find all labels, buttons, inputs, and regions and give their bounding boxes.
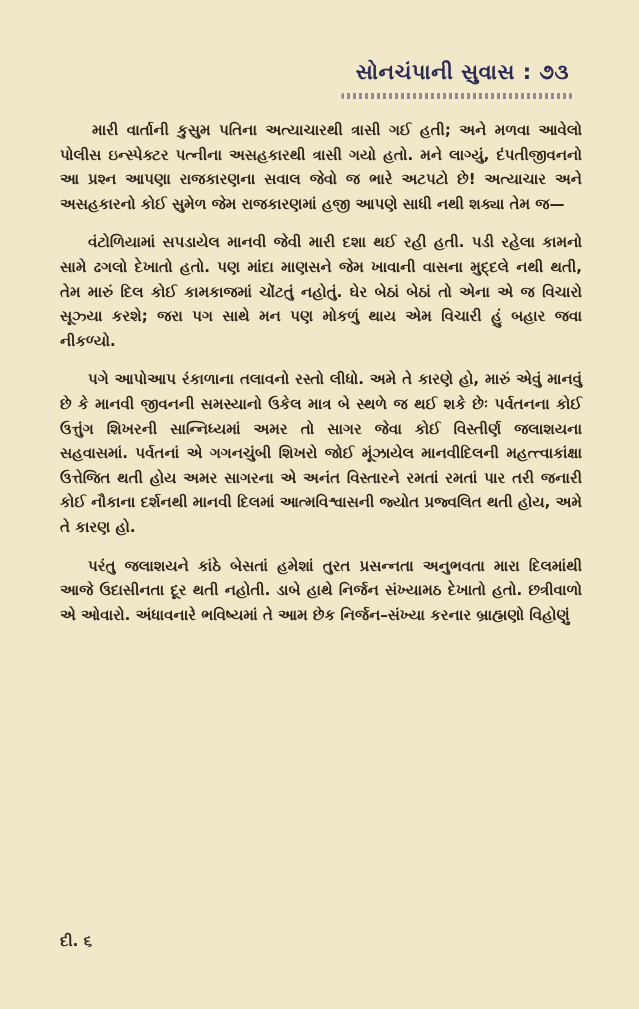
paragraph-3: પગે આપોઆપ રંકાળાના તલાવનો રસ્તો લીધો. અમે તે કારણે હો, મારું એવું માનવું છે કે માનવી જીવનની સમસ્યાનો ઉકેલ માત્ર બે સ્થળે જ થઈ શકે છેઃ પર્વતનના કોઈ ઉત્તુંગ શિખરની સાન્નિધ્યમાં અમર તો સાગર જેવા કોઈ વિસ્તીર્ણ જલાશયના સહવાસમાં. પર્વતનાં એ ગગનચુંબી શિખરો જોઈ મૂંઝાયેલ માનવીદિલની મહત્ત્વાકાંક્ષા ઉત્તેજિત થતી હોય અમર સાગરના એ અનંત વિસ્તારને રમતાં રમતાં પાર તરી જનારી કોઈ નૌકાના દર્શનથી માનવી દિલમાં આત્મવિશ્વાસની જ્યોત પ્રજ્વલિત થતી હોય, અમે તે કારણ હો. [60, 370, 582, 536]
signature-mark: દી. ૬ [60, 932, 92, 950]
paragraph-4: પરંતુ જલાશયને કાંઠે બેસતાં હમેશાં તુરત પ્રસન્નતા અનુભવતા મારા દિલમાંથી આજે ઉદાસીનતા દૂર થતી નહોતી. ડાબે હાથે નિર્જન સંખ્યામઠ દેખાતો હતો. છત્રીવાળો એ ઓવારો. અંધાવનારે ભવિષ્યમાં તે આમ છેક નિર્જન–સંખ્યા કરનાર બ્રાહ્મણો વિહોણું [60, 556, 582, 624]
paragraph-2: વંટોળિયામાં સપડાયેલ માનવી જેવી મારી દશા થઈ રહી હતી. પડી રહેલા કામનો સામે ઢગલો દેખાતો હતો. પણ માંદા માણસને જેમ ખાવાની વાસના મુદ્દલે નથી થતી, તેમ મારું દિલ કોઈ કામકાજમાં ચોંટતું નહોતું. ઘેર બેઠાં બેઠાં તો એના એ જ વિચારો સૂઝ્યા કરશે; જરા પગ સાથે મન પણ મોકળું થાય એમ વિચારી હું બહાર જવા નીકળ્યો. [60, 233, 582, 350]
header-decorative-rule [341, 93, 573, 99]
body-text [60, 118, 582, 641]
running-head: સોનચંપાની સુવાસ : ૭૩ [355, 60, 569, 84]
paragraph-1: મારી વાર્તાની કુસુમ પતિના અત્યાચારથી ત્રાસી ગઈ હતી; અને મળવા આવેલો પોલીસ ઇન્સ્પેક્ટર પત્નીના અસહકારથી ત્રાસી ગયો હતો. મને લાગ્યું, દંપતીજીવનનો આ પ્રશ્ન આપણા રાજકારણના સવાલ જેવો જ ભારે અટપટો છે! અત્યાચાર અને અસહકારનો કોઈ સુમેળ જેમ રાજકારણમાં હજી આપણે સાધી નથી શક્યા તેમ જ— [60, 121, 582, 213]
